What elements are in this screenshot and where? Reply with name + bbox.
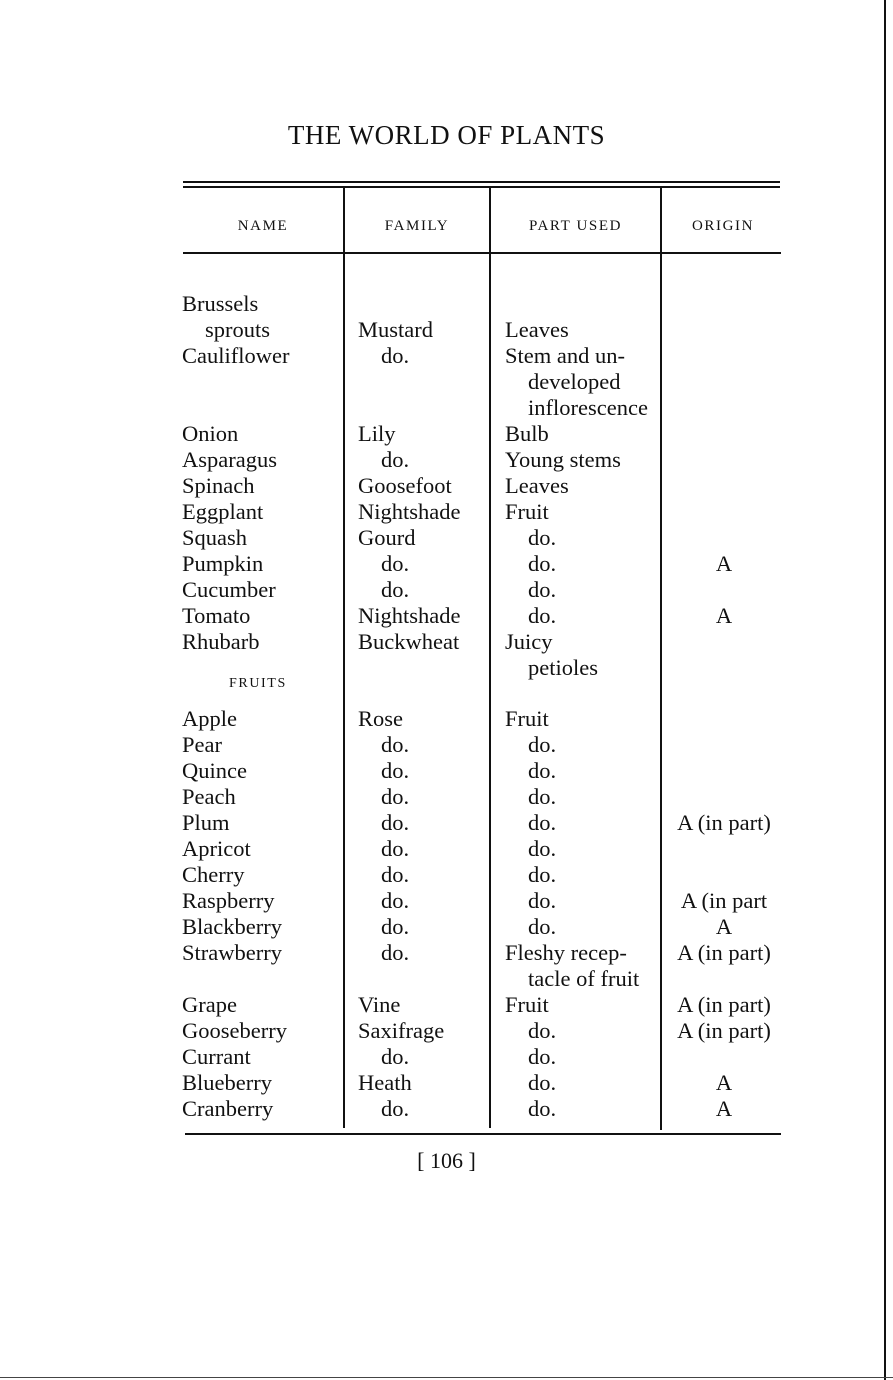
- part-used-cell: do.: [528, 758, 557, 783]
- name-cell: Currant: [182, 1044, 251, 1069]
- name-cell: Quince: [182, 758, 247, 783]
- family-cell: do.: [381, 732, 410, 757]
- name-cell: Pumpkin: [182, 551, 264, 576]
- table-row: [0, 784, 893, 810]
- table-row: [0, 862, 893, 888]
- family-cell: do.: [381, 1044, 410, 1069]
- name-cell: Blackberry: [182, 914, 282, 939]
- name-cell: sprouts: [205, 317, 271, 342]
- part-used-cell: do.: [528, 577, 557, 602]
- part-used-cell: Bulb: [505, 421, 549, 446]
- name-cell: Brussels: [182, 291, 259, 316]
- part-used-cell: Fruit: [505, 706, 549, 731]
- name-cell: Rhubarb: [182, 629, 260, 654]
- part-used-cell: do.: [528, 551, 557, 576]
- header-origin: ORIGIN: [691, 218, 755, 234]
- name-cell: Apple: [182, 706, 237, 731]
- origin-cell: A (in part: [680, 888, 768, 913]
- family-cell: Rose: [358, 706, 403, 731]
- table-row: [0, 888, 893, 914]
- part-used-cell: do.: [528, 862, 557, 887]
- family-cell: Vine: [358, 992, 401, 1017]
- family-cell: do.: [381, 810, 410, 835]
- part-used-cell: do.: [528, 525, 557, 550]
- family-cell: do.: [381, 758, 410, 783]
- table-row: [0, 421, 893, 447]
- name-cell: Eggplant: [182, 499, 264, 524]
- part-used-cell: do.: [528, 1044, 557, 1069]
- part-used-cell: Fruit: [505, 499, 549, 524]
- part-used-cell: inflorescence: [528, 395, 648, 420]
- family-cell: Mustard: [358, 317, 433, 342]
- name-cell: Peach: [182, 784, 236, 809]
- table-row: [0, 836, 893, 862]
- table-row: [0, 758, 893, 784]
- family-cell: Nightshade: [358, 603, 461, 628]
- name-cell: Plum: [182, 810, 230, 835]
- table-row: [0, 629, 893, 655]
- part-used-cell: Juicy: [505, 629, 553, 654]
- name-cell: Cucumber: [182, 577, 276, 602]
- name-cell: Strawberry: [182, 940, 282, 965]
- table-top-rule-1: [183, 181, 780, 183]
- family-cell: do.: [381, 447, 410, 472]
- name-cell: Tomato: [182, 603, 251, 628]
- name-cell: Cauliflower: [182, 343, 290, 368]
- table-row: [0, 577, 893, 603]
- family-cell: do.: [381, 940, 410, 965]
- part-used-cell: do.: [528, 1096, 557, 1121]
- table-row: [0, 966, 893, 992]
- origin-cell: A (in part): [677, 810, 771, 835]
- origin-cell: A: [715, 1070, 733, 1095]
- table-row: [0, 603, 893, 629]
- name-cell: Blueberry: [182, 1070, 272, 1095]
- origin-cell: A: [715, 551, 733, 576]
- table-row: [0, 940, 893, 966]
- part-used-cell: Stem and un-: [505, 343, 625, 368]
- table-row: [0, 551, 893, 577]
- origin-cell: A (in part): [677, 992, 771, 1017]
- part-used-cell: do.: [528, 888, 557, 913]
- header-name: NAME: [237, 218, 289, 234]
- name-cell: Raspberry: [182, 888, 275, 913]
- part-used-cell: do.: [528, 810, 557, 835]
- name-cell: Spinach: [182, 473, 255, 498]
- origin-cell: A: [715, 1096, 733, 1121]
- table-row: [0, 317, 893, 343]
- name-cell: Onion: [182, 421, 239, 446]
- part-used-cell: Young stems: [505, 447, 621, 472]
- table-row: [0, 992, 893, 1018]
- table-row: [0, 447, 893, 473]
- part-used-cell: developed: [528, 369, 621, 394]
- part-used-cell: do.: [528, 732, 557, 757]
- header-family: FAMILY: [384, 218, 450, 234]
- table-row: [0, 499, 893, 525]
- table-row: [0, 1070, 893, 1096]
- table-row: [0, 1018, 893, 1044]
- part-used-cell: Leaves: [505, 317, 569, 342]
- family-cell: Gourd: [358, 525, 416, 550]
- table-row: [0, 525, 893, 551]
- origin-cell: A (in part): [677, 940, 771, 965]
- table-row: [0, 473, 893, 499]
- family-cell: Saxifrage: [358, 1018, 445, 1043]
- header-rule: [183, 252, 781, 254]
- part-used-cell: do.: [528, 836, 557, 861]
- table-row: [0, 1096, 893, 1122]
- name-cell: Gooseberry: [182, 1018, 287, 1043]
- family-cell: Buckwheat: [358, 629, 460, 654]
- table-bottom-rule: [185, 1133, 781, 1135]
- origin-cell: A: [715, 603, 733, 628]
- header-part-used: PART USED: [528, 218, 623, 234]
- part-used-cell: do.: [528, 603, 557, 628]
- table-row: [0, 291, 893, 317]
- name-cell: Apricot: [182, 836, 251, 861]
- name-cell: Squash: [182, 525, 248, 550]
- page-bottom-edge: [0, 1377, 893, 1378]
- part-used-cell: do.: [528, 784, 557, 809]
- family-cell: Heath: [358, 1070, 412, 1095]
- table-row: [0, 732, 893, 758]
- origin-cell: A (in part): [677, 1018, 771, 1043]
- table-row: [0, 706, 893, 732]
- table-row: [0, 343, 893, 369]
- table-row: [0, 1044, 893, 1070]
- part-used-cell: do.: [528, 1070, 557, 1095]
- family-cell: do.: [381, 577, 410, 602]
- name-cell: Cherry: [182, 862, 245, 887]
- family-cell: Nightshade: [358, 499, 461, 524]
- page-number: [ 106 ]: [417, 1148, 476, 1173]
- family-cell: do.: [381, 888, 410, 913]
- table-row: [0, 810, 893, 836]
- part-used-cell: tacle of fruit: [528, 966, 640, 991]
- part-used-cell: Fruit: [505, 992, 549, 1017]
- part-used-cell: Fleshy recep-: [505, 940, 627, 965]
- table-top-rule-2: [183, 186, 780, 188]
- family-cell: do.: [381, 551, 410, 576]
- part-used-cell: petioles: [528, 655, 598, 680]
- name-cell: Cranberry: [182, 1096, 274, 1121]
- family-cell: Goosefoot: [358, 473, 452, 498]
- section-fruits-heading: FRUITS: [229, 676, 287, 691]
- origin-cell: A: [715, 914, 733, 939]
- family-cell: do.: [381, 1096, 410, 1121]
- family-cell: do.: [381, 784, 410, 809]
- table-row: [0, 655, 893, 681]
- part-used-cell: do.: [528, 914, 557, 939]
- family-cell: do.: [381, 914, 410, 939]
- name-cell: Pear: [182, 732, 222, 757]
- table-row: [0, 369, 893, 395]
- family-cell: do.: [381, 862, 410, 887]
- table-row: [0, 395, 893, 421]
- part-used-cell: Leaves: [505, 473, 569, 498]
- page-title: THE WORLD OF PLANTS: [287, 120, 606, 150]
- family-cell: do.: [381, 836, 410, 861]
- family-cell: Lily: [358, 421, 396, 446]
- name-cell: Asparagus: [182, 447, 277, 472]
- family-cell: do.: [381, 343, 410, 368]
- part-used-cell: do.: [528, 1018, 557, 1043]
- name-cell: Grape: [182, 992, 237, 1017]
- table-row: [0, 914, 893, 940]
